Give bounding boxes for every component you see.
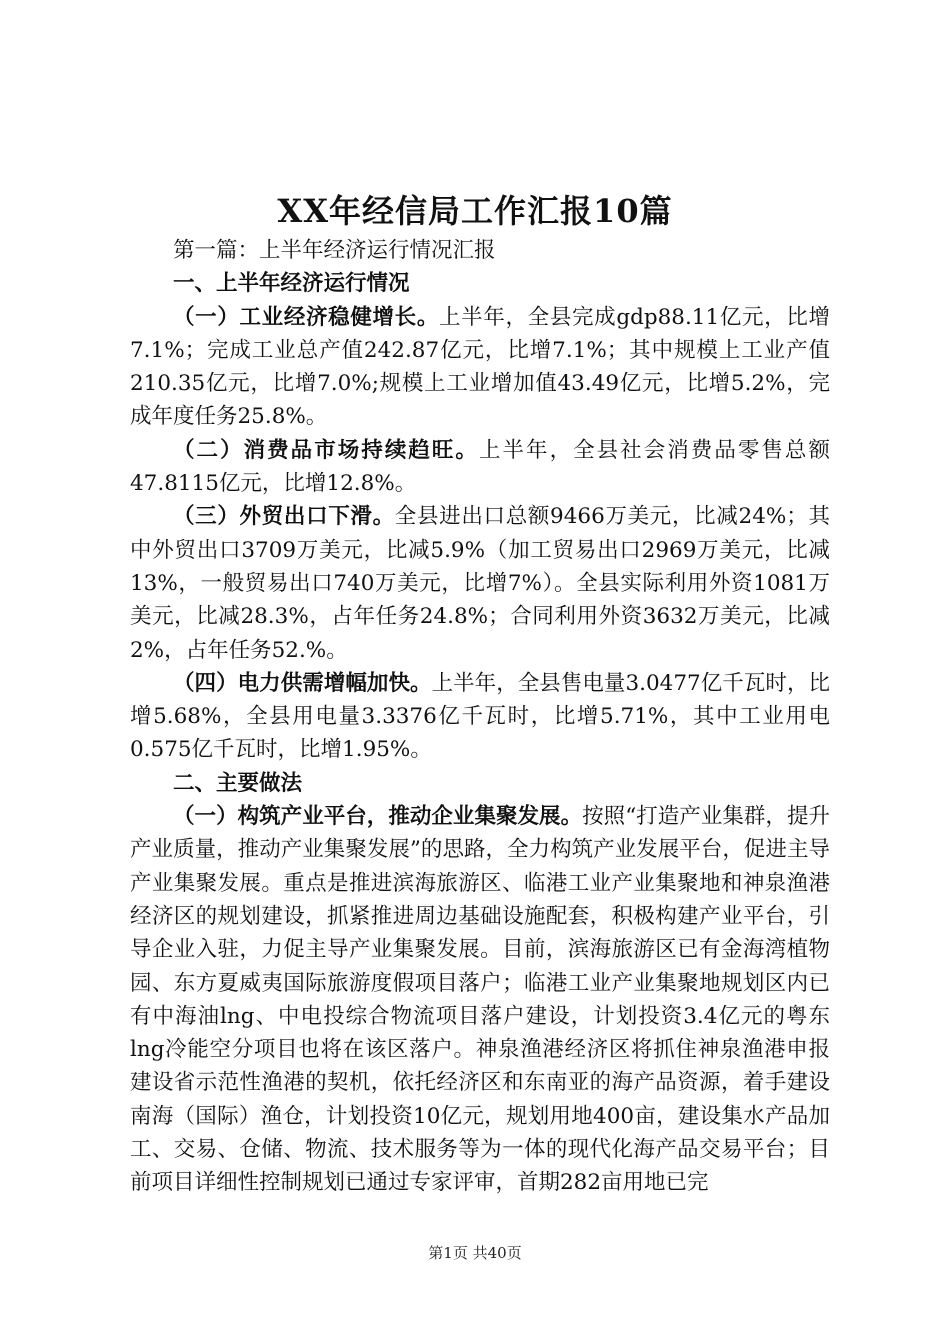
paragraph-lead: （二）消费品市场持续趋旺。 [173, 437, 479, 463]
paragraph-lead: （三）外贸出口下滑。 [173, 504, 395, 530]
paragraph-lead: （四）电力供需增幅加快。 [173, 670, 432, 696]
paragraph-text: 上半年，全县社会消费品零售总额47.8115亿元，比增12.8%。 [130, 437, 830, 497]
body-paragraph [130, 301, 830, 434]
paragraph-text: 第一篇：上半年经济运行情况汇报 [173, 238, 496, 263]
body-paragraph [130, 500, 830, 666]
paragraph-text: 全县进出口总额9466万美元，比减24%；其中外贸出口3709万美元，比减5.9%（加工贸易出口2969万美元，比减13%，一般贸易出口740万美元，比增7%）。全县实际利用外资1081万美元，比减28.3%，占年任务24.8%；合同利用外资3632万美元，比减2%，占年任务52.%。 [130, 504, 830, 663]
document-body [130, 234, 830, 1200]
paragraph-lead: （一）工业经济稳健增长。 [173, 304, 439, 330]
section-subtitle [130, 234, 830, 267]
paragraph-text: 上半年，全县完成gdp88.11亿元，比增7.1%；完成工业总产值242.87亿元，比增7.1%；其中规模上工业产值210.35亿元，比增7.0%;规模上工业增加值43.49亿元，比增5.2%，完成年度任务25.8%。 [130, 304, 830, 430]
paragraph-text: 按照“打造产业集群，提升产业质量，推动产业集聚发展”的思路，全力构筑产业发展平台，促进主导产业集聚发展。重点是推进滨海旅游区、临港工业产业集聚地和神泉渔港经济区的规划建设，抓紧推进周边基础设施配套，积极构建产业平台，引导企业入驻，力促主导产业集聚发展。目前，滨海旅游区已有金海湾植物园、东方夏威夷国际旅游度假项目落户；临港工业产业集聚地规划区内已有中海油lng、中电投综合物流项目落户建设，计划投资3.4亿元的粤东lng冷能空分项目也将在该区落户。神泉渔港经济区将抓住神泉渔港申报建设省示范性渔港的契机，依托经济区和东南亚的海产品资源，着手建设南海（国际）渔仓，计划投资10亿元，规划用地400亩，建设集水产品加工、交易、仓储、物流、技术服务等为一体的现代化海产品交易平台；目前项目详细性控制规划已通过专家评审，首期282亩用地已完 [130, 804, 830, 1196]
document-title: XX年经信局工作汇报10篇 [277, 192, 673, 230]
paragraph-lead: （一）构筑产业平台，推动企业集聚发展。 [173, 804, 583, 830]
section-heading: 一、上半年经济运行情况 [173, 271, 410, 297]
paragraph-text: 上半年，全县售电量3.0477亿千瓦时，比增5.68%，全县用电量3.3376亿千瓦时，比增5.71%，其中工业用电0.575亿千瓦时，比增1.95%。 [130, 670, 830, 763]
body-paragraph [130, 800, 830, 1200]
section-heading: 二、主要做法 [173, 770, 303, 796]
page-footer: 第1页 共40页 [428, 1244, 522, 1262]
body-paragraph [130, 434, 830, 501]
body-paragraph [130, 667, 830, 767]
